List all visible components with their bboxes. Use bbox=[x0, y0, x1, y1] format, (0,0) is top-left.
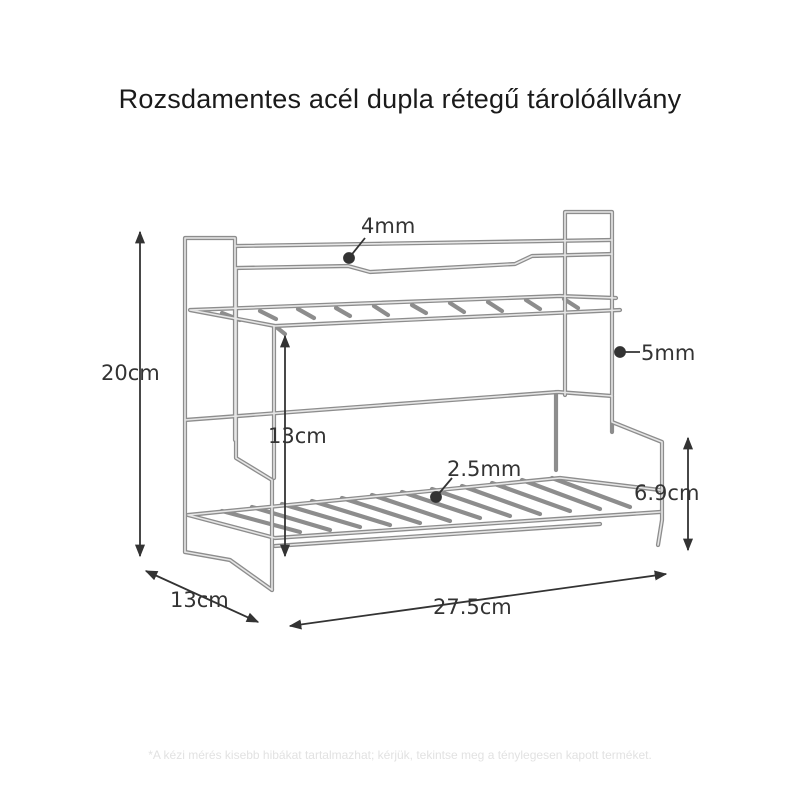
total-height-label: 20cm bbox=[101, 361, 160, 385]
width-label: 27.5cm bbox=[433, 595, 512, 619]
rack-illustration bbox=[185, 212, 662, 590]
wire-top-label: 4mm bbox=[361, 214, 416, 238]
lower-height-label: 6.9cm bbox=[634, 481, 700, 505]
page-title: Rozsdamentes acél dupla rétegű tárolóállvány bbox=[118, 84, 682, 114]
wire-top-dot bbox=[344, 253, 354, 263]
wire-shelf-dot bbox=[431, 492, 441, 502]
disclaimer-note: *A kézi mérés kisebb hibákat tartalmazhat; kérjük, tekintse meg a ténylegesen kapott terméket. bbox=[148, 748, 652, 762]
shelf-gap-label: 13cm bbox=[268, 424, 327, 448]
depth-label: 13cm bbox=[170, 588, 229, 612]
wire-shelf-label: 2.5mm bbox=[447, 457, 522, 481]
wire-frame-dot bbox=[615, 347, 625, 357]
wire-frame-label: 5mm bbox=[641, 341, 696, 365]
